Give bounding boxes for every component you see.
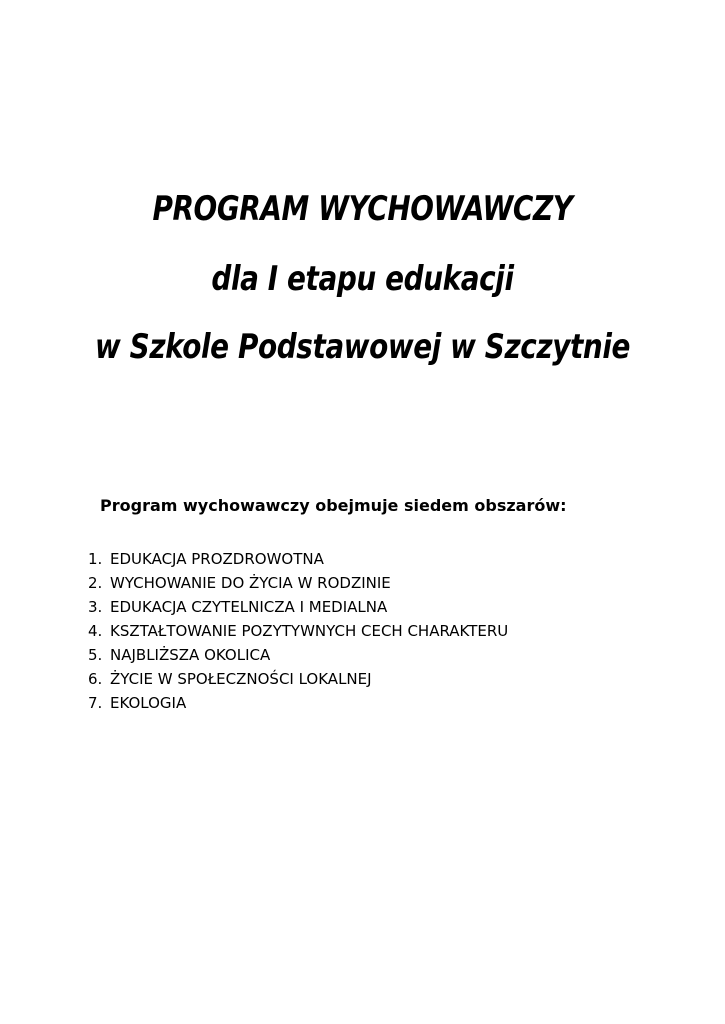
list-item <box>88 619 508 643</box>
list-item-number: 6. <box>88 670 103 688</box>
list-item-number: 1. <box>88 550 103 568</box>
list-item-number: 3. <box>88 598 103 616</box>
list-item <box>88 643 508 667</box>
list-item <box>88 547 508 571</box>
list-item <box>88 667 508 691</box>
list-item-number: 4. <box>88 622 103 640</box>
list-item-label: KSZTAŁTOWANIE POZYTYWNYCH CECH CHARAKTERU <box>110 622 509 640</box>
list-item-label: EDUKACJA PROZDROWOTNA <box>110 550 324 568</box>
list-item-number: 2. <box>88 574 103 592</box>
title-line-1: PROGRAM WYCHOWAWCZY <box>152 189 573 229</box>
list-item-label: EDUKACJA CZYTELNICZA I MEDIALNA <box>110 598 388 616</box>
list-item-number: 5. <box>88 646 103 664</box>
list-item <box>88 691 508 715</box>
list-item <box>88 595 508 619</box>
list-item-label: WYCHOWANIE DO ŻYCIA W RODZINIE <box>110 574 391 592</box>
title-line-2: dla I etapu edukacji <box>211 259 514 299</box>
areas-list <box>88 547 508 715</box>
list-item-number: 7. <box>88 694 103 712</box>
list-item <box>88 571 508 595</box>
intro-text: Program wychowawczy obejmuje siedem obszarów: <box>100 496 567 515</box>
list-item-label: NAJBLIŻSZA OKOLICA <box>110 646 271 664</box>
title-line-3: w Szkole Podstawowej w Szczytnie <box>95 327 630 367</box>
list-item-label: ŻYCIE W SPOŁECZNOŚCI LOKALNEJ <box>110 670 372 688</box>
list-item-label: EKOLOGIA <box>110 694 187 712</box>
